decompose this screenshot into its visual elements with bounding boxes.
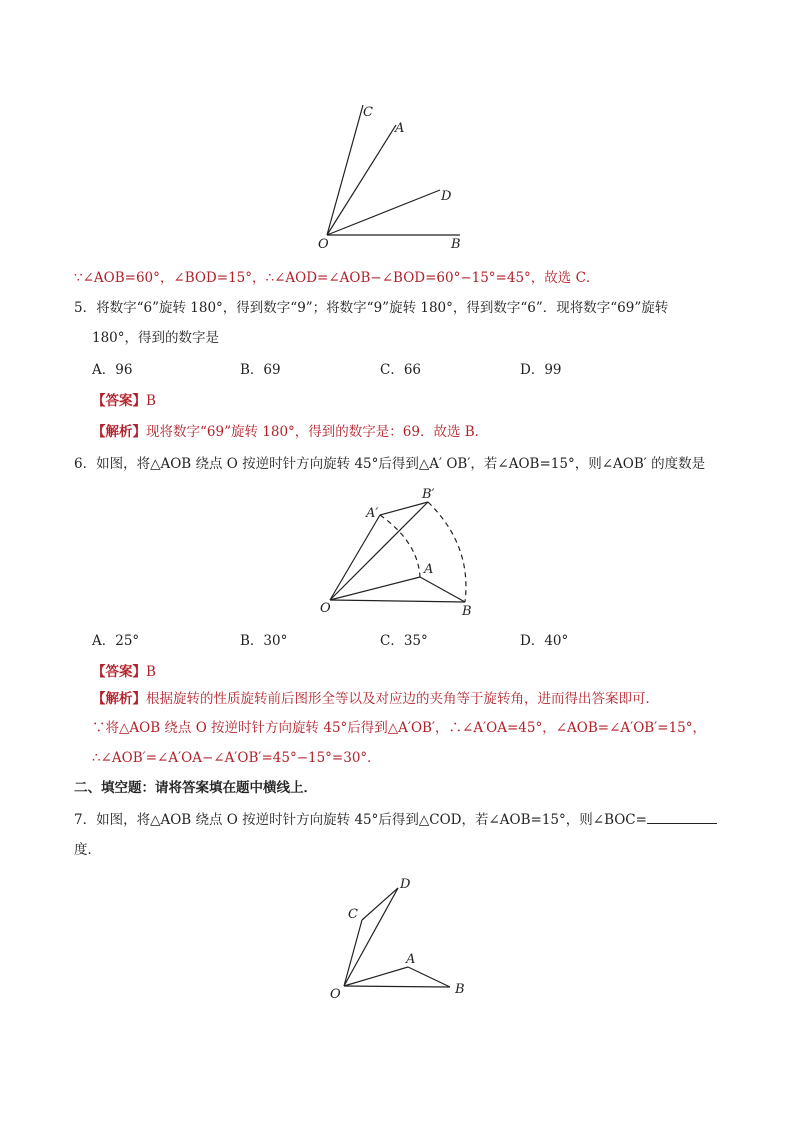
figure-angle-aob [300,95,490,255]
label-a: A [424,562,434,577]
q5-stem-line1: 5．将数字“6”旋转 180°，得到数字“9”；将数字“9”旋转 180°，得到数字“6”．现将数字“69”旋转 [74,300,669,316]
figure-rotation-cod [320,870,480,1005]
answer-blank[interactable] [647,809,717,824]
analysis-text: 根据旋转的性质旋转前后图形全等以及对应边的夹角等于旋转角，进而得出答案即可． [146,691,659,707]
label-o: O [318,237,329,252]
answer-value: B [146,393,156,409]
figure-rotation-aob [310,480,490,620]
label-c: C [363,105,373,120]
label-b: B [455,982,465,997]
q6-option-b: B．30° [240,633,288,649]
section-heading: 二、填空题：请将答案填在题中横线上． [74,780,317,796]
q6-option-a: A．25° [92,633,140,649]
q6-analysis [92,689,659,709]
q5-option-a: A．96 [92,362,133,378]
answer-tag: 【答案】 [92,393,146,409]
q5-option-b: B．69 [240,362,281,378]
q6-solution-step1: ∵将△AOB 绕点 O 按逆时针方向旋转 45°后得到△A′OB′，∴∠A′OA=45°，∠AOB=∠A′OB′=15°， [92,720,706,736]
answer-tag: 【答案】 [92,664,146,680]
q5-analysis [92,422,488,442]
ray-oa [327,125,396,235]
ray-od [327,190,440,235]
q5-stem-line2: 180°，得到的数字是 [92,330,220,346]
q5-option-c: C．66 [380,362,422,378]
ray-oc [327,105,363,235]
q6-solution-step2: ∴∠AOB′=∠A′OA−∠A′OB′=45°−15°=30°． [92,750,381,766]
label-b: B [462,604,472,619]
analysis-tag: 【解析】 [92,691,146,707]
q5-answer [92,391,156,411]
q6-option-d: D．40° [520,633,569,649]
q7-stem-text: 7．如图，将△AOB 绕点 O 按逆时针方向旋转 45°后得到△COD，若∠AOB=15°，则∠BOC= [74,812,647,828]
label-a-prime: A′ [366,506,379,521]
label-a: A [406,952,416,967]
label-d: D [441,189,452,204]
label-c: C [348,907,358,922]
label-a: A [395,121,405,136]
label-d: D [400,877,411,892]
q6-answer [92,662,156,682]
answer-value: B [146,664,156,680]
q4-solution: ∵∠AOB=60°，∠BOD=15°，∴∠AOD=∠AOB−∠BOD=60°−15°=45°，故选 C． [74,270,600,286]
q6-option-c: C．35° [380,633,428,649]
q7-stem-line1 [74,809,717,830]
q6-stem: 6．如图，将△AOB 绕点 O 按逆时针方向旋转 45°后得到△A′ OB′，若∠AOB=15°，则∠AOB′ 的度数是 [74,456,706,472]
analysis-tag: 【解析】 [92,424,146,440]
q7-stem-line2: 度． [74,842,101,858]
label-b: B [451,237,461,252]
analysis-text: 现将数字“69”旋转 180°，得到的数字是：69．故选 B． [146,424,489,440]
label-b-prime: B′ [422,487,435,502]
label-o: O [330,987,341,1002]
label-o: O [320,601,331,616]
q5-option-d: D．99 [520,362,562,378]
